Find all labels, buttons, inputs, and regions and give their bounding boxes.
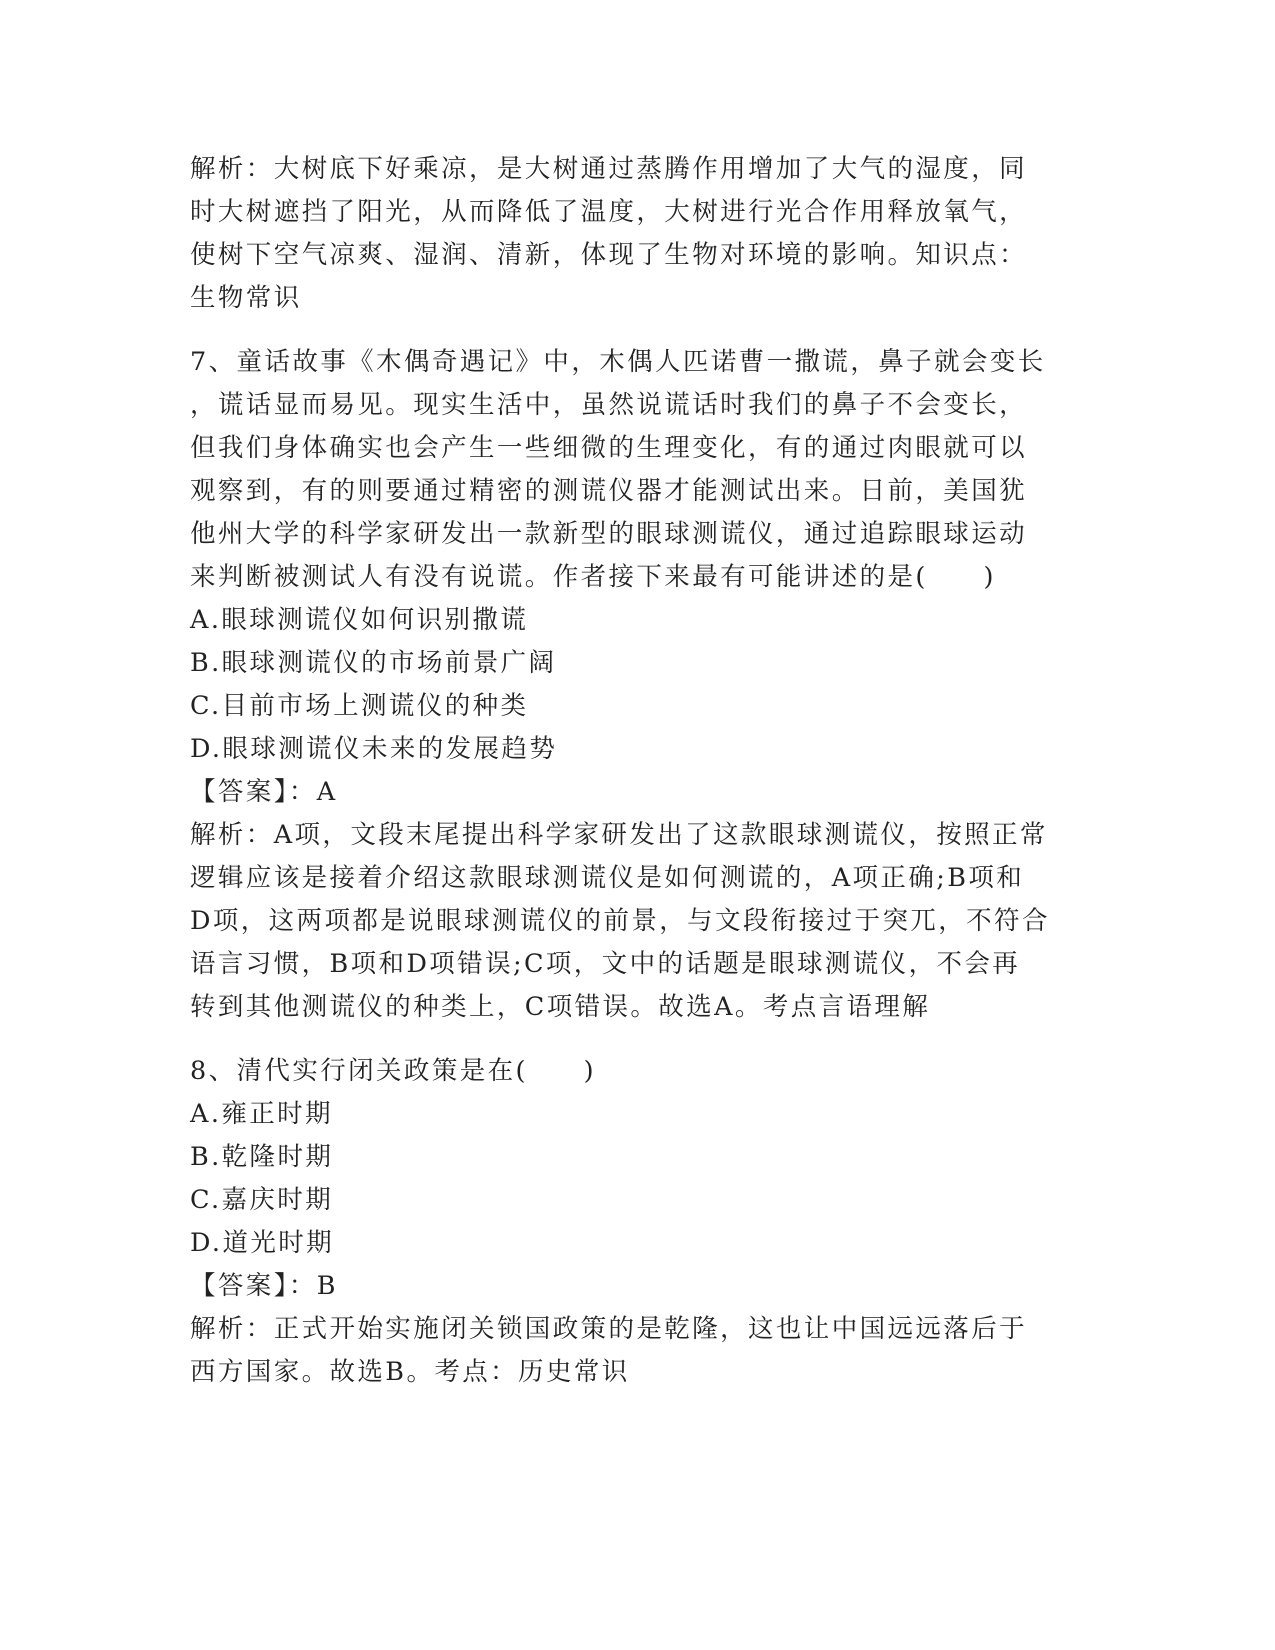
option-b: B.乾隆时期	[190, 1142, 334, 1172]
option-b: B.眼球测谎仪的市场前景广阔	[190, 648, 557, 678]
question-stem-line: 7、童话故事《木偶奇遇记》中，木偶人匹诺曹一撒谎，鼻子就会变长	[190, 347, 1046, 377]
answer-label: 【答案】：B	[190, 1271, 338, 1301]
question-8	[190, 1050, 1090, 1394]
analysis-line: 使树下空气凉爽、湿润、清新，体现了生物对环境的影响。知识点：	[190, 240, 1028, 270]
analysis-line: D项，这两项都是说眼球测谎仪的前景，与文段衔接过于突兀，不符合	[190, 906, 1050, 936]
option-a: A.眼球测谎仪如何识别撒谎	[190, 605, 529, 635]
analysis-line: 西方国家。故选B。考点：历史常识	[190, 1357, 630, 1387]
option-c: C.目前市场上测谎仪的种类	[190, 691, 529, 721]
analysis-line: 逻辑应该是接着介绍这款眼球测谎仪是如何测谎的，A项正确;B项和	[190, 863, 1025, 893]
question-7	[190, 341, 1090, 1029]
spacer	[190, 1029, 1090, 1050]
analysis-line: 时大树遮挡了阳光，从而降低了温度，大树进行光合作用释放氧气，	[190, 197, 1028, 227]
option-d: D.道光时期	[190, 1228, 335, 1258]
question-stem-line: 8、清代实行闭关政策是在( )	[190, 1056, 597, 1086]
question-stem-line: ，谎话显而易见。现实生活中，虽然说谎话时我们的鼻子不会变长，	[190, 390, 1028, 420]
spacer	[190, 320, 1090, 341]
analysis-line: 解析：正式开始实施闭关锁国政策的是乾隆，这也让中国远远落后于	[190, 1314, 1028, 1344]
analysis-line: 解析：A项，文段末尾提出科学家研发出了这款眼球测谎仪，按照正常	[190, 820, 1048, 850]
analysis-line: 生物常识	[190, 283, 302, 313]
analysis-line: 解析：大树底下好乘凉，是大树通过蒸腾作用增加了大气的湿度，同	[190, 154, 1028, 184]
option-a: A.雍正时期	[190, 1099, 333, 1129]
option-c: C.嘉庆时期	[190, 1185, 334, 1215]
answer-label: 【答案】：A	[190, 777, 338, 807]
analysis-block-6	[190, 148, 1090, 320]
option-d: D.眼球测谎仪未来的发展趋势	[190, 734, 558, 764]
analysis-line: 语言习惯，B项和D项错误;C项，文中的话题是眼球测谎仪，不会再	[190, 949, 1021, 979]
question-stem-line: 观察到，有的则要通过精密的测谎仪器才能测试出来。日前，美国犹	[190, 476, 1028, 506]
question-stem-line: 来判断被测试人有没有说谎。作者接下来最有可能讲述的是( )	[190, 562, 996, 592]
document-page	[190, 148, 1090, 1394]
question-stem-line: 他州大学的科学家研发出一款新型的眼球测谎仪，通过追踪眼球运动	[190, 519, 1028, 549]
question-stem-line: 但我们身体确实也会产生一些细微的生理变化，有的通过肉眼就可以	[190, 433, 1028, 463]
analysis-line: 转到其他测谎仪的种类上，C项错误。故选A。考点言语理解	[190, 992, 931, 1022]
